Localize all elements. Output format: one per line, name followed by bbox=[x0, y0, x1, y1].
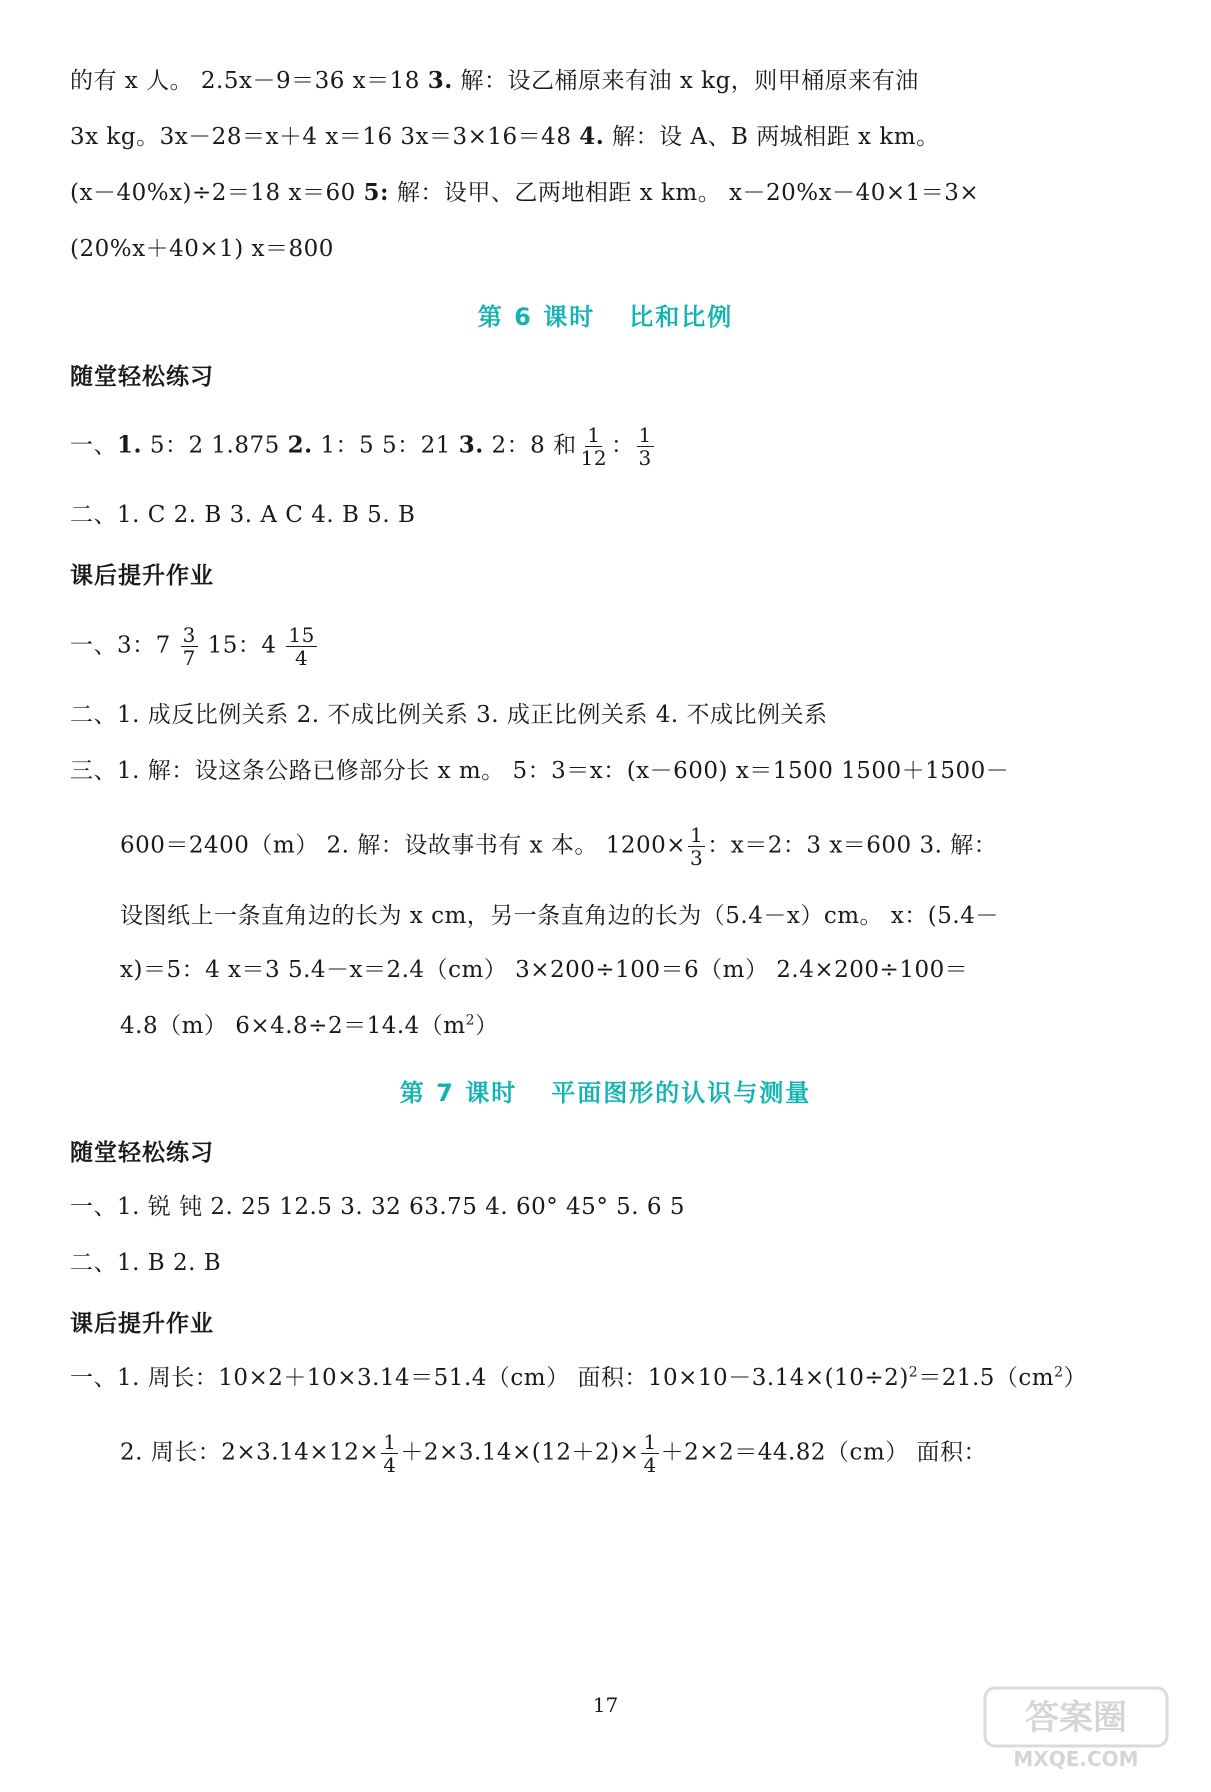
fraction bbox=[286, 624, 316, 669]
page-number: 17 bbox=[592, 1693, 619, 1717]
line-text: ： bbox=[611, 432, 635, 459]
lesson-name: 比和比例 bbox=[629, 303, 734, 331]
superscript: 2 bbox=[1054, 1364, 1064, 1381]
line-text: 4.8（m） 6×4.8÷2＝14.4（m bbox=[120, 1013, 466, 1039]
item-number: 2. bbox=[287, 431, 313, 459]
line-text: ＋2×3.14×(12＋2)× bbox=[400, 1439, 640, 1466]
fraction bbox=[181, 624, 198, 669]
lesson-number: 第 7 课时 bbox=[399, 1079, 518, 1107]
answer-line: 二、1. C 2. B 3. A C 4. B 5. B bbox=[70, 502, 416, 528]
fraction bbox=[579, 424, 609, 469]
fraction bbox=[637, 424, 654, 469]
answer-line: x)＝5：4 x＝3 5.4－x＝2.4（cm） 3×200÷100＝6（m） 2.4×200÷100＝ bbox=[120, 957, 969, 983]
text-line bbox=[70, 66, 1151, 96]
line-text: 5：2 1.875 bbox=[142, 432, 288, 459]
line-text: ＝21.5（cm bbox=[918, 1365, 1055, 1391]
numerator: 3 bbox=[182, 623, 196, 647]
denominator: 7 bbox=[182, 646, 196, 670]
answer-line bbox=[70, 624, 1151, 669]
item-number: 5: bbox=[363, 179, 390, 206]
denominator: 3 bbox=[690, 846, 704, 870]
lesson-7-title bbox=[0, 1073, 1211, 1108]
line-text: ＋2×2＝44.82（cm） 面积： bbox=[660, 1439, 988, 1466]
line-text: ：x＝2：3 x＝600 3. 解： bbox=[707, 832, 998, 859]
answer-line: 三、1. 解：设这条公路已修部分长 x m。 5：3＝x：(x－600) x＝1500 1500＋1500－ bbox=[70, 758, 1010, 784]
text-line bbox=[70, 122, 1151, 152]
denominator: 4 bbox=[383, 1453, 397, 1477]
fraction bbox=[381, 1431, 398, 1476]
line-text: ） bbox=[475, 1013, 499, 1039]
answer-line bbox=[70, 1363, 1151, 1393]
numerator: 15 bbox=[288, 623, 315, 647]
answer-line bbox=[70, 424, 1151, 469]
line-text: ） bbox=[1063, 1365, 1088, 1391]
section-number: 一、 bbox=[70, 432, 117, 459]
line-text: 3x kg。3x－28＝x＋4 x＝16 3x＝3×16＝48 bbox=[70, 124, 580, 150]
text-line bbox=[70, 178, 1151, 208]
answer-line: 二、1. 成反比例关系 2. 不成比例关系 3. 成正比例关系 4. 不成比例关系 bbox=[70, 702, 828, 728]
section-heading: 课后提升作业 bbox=[70, 563, 214, 589]
numerator: 1 bbox=[587, 423, 601, 447]
lesson-number: 第 6 课时 bbox=[477, 303, 596, 331]
item-number: 3. bbox=[427, 67, 453, 94]
denominator: 12 bbox=[580, 446, 608, 470]
line-text: (x－40%x)÷2＝18 x＝60 bbox=[70, 180, 364, 206]
answer-line: 设图纸上一条直角边的长为 x cm，另一条直角边的长为（5.4－x）cm。 x：(5.4－ bbox=[120, 903, 999, 929]
section-heading: 课后提升作业 bbox=[70, 1311, 214, 1337]
lesson-6-title bbox=[0, 297, 1211, 332]
numerator: 1 bbox=[643, 1430, 657, 1454]
item-number: 3. bbox=[458, 431, 484, 459]
line-text: 解：设甲、乙两地相距 x km。 x－20%x－40×1＝3× bbox=[389, 180, 980, 206]
text-line: (20%x＋40×1) x＝800 bbox=[70, 236, 334, 262]
line-text: 解：设乙桶原来有油 x kg，则甲桶原来有油 bbox=[452, 68, 919, 94]
line-text: 一、3：7 bbox=[70, 632, 179, 659]
answer-line: 一、1. 锐 钝 2. 25 12.5 3. 32 63.75 4. 60° 45° 5. 6 5 bbox=[70, 1194, 685, 1220]
line-text: 2：8 和 bbox=[483, 432, 577, 459]
fraction bbox=[641, 1431, 658, 1476]
svg-text:MXQE.COM: MXQE.COM bbox=[1013, 1747, 1139, 1771]
fraction bbox=[688, 824, 705, 869]
item-number: 4. bbox=[579, 123, 605, 150]
item-number: 1. bbox=[117, 431, 143, 459]
denominator: 3 bbox=[638, 446, 652, 470]
answer-line bbox=[120, 1431, 1151, 1476]
line-text: 一、1. 周长：10×2＋10×3.14＝51.4（cm） 面积：10×10－3.14×(10÷2) bbox=[70, 1365, 909, 1391]
line-text: 15：4 bbox=[199, 632, 285, 659]
line-text: 1：5 5：21 bbox=[312, 432, 459, 459]
section-heading: 随堂轻松练习 bbox=[70, 364, 214, 390]
answer-line: 二、1. B 2. B bbox=[70, 1250, 222, 1276]
line-text: 的有 x 人。 2.5x－9＝36 x＝18 bbox=[70, 68, 428, 94]
lesson-name: 平面图形的认识与测量 bbox=[551, 1079, 812, 1107]
answer-line bbox=[120, 1011, 1151, 1041]
superscript: 2 bbox=[908, 1364, 919, 1381]
denominator: 4 bbox=[294, 646, 309, 670]
numerator: 1 bbox=[638, 423, 652, 447]
line-text: 600＝2400（m） 2. 解：设故事书有 x 本。 1200× bbox=[120, 832, 687, 859]
numerator: 1 bbox=[690, 823, 704, 847]
section-heading: 随堂轻松练习 bbox=[70, 1140, 214, 1166]
answer-line bbox=[120, 824, 1151, 869]
numerator: 1 bbox=[383, 1430, 397, 1454]
superscript: 2 bbox=[465, 1012, 476, 1029]
line-text: 2. 周长：2×3.14×12× bbox=[120, 1439, 380, 1466]
svg-text:答案圈: 答案圈 bbox=[1025, 1698, 1127, 1738]
watermark-logo bbox=[981, 1682, 1171, 1772]
denominator: 4 bbox=[643, 1453, 657, 1477]
line-text: 解：设 A、B 两城相距 x km。 bbox=[604, 124, 940, 150]
